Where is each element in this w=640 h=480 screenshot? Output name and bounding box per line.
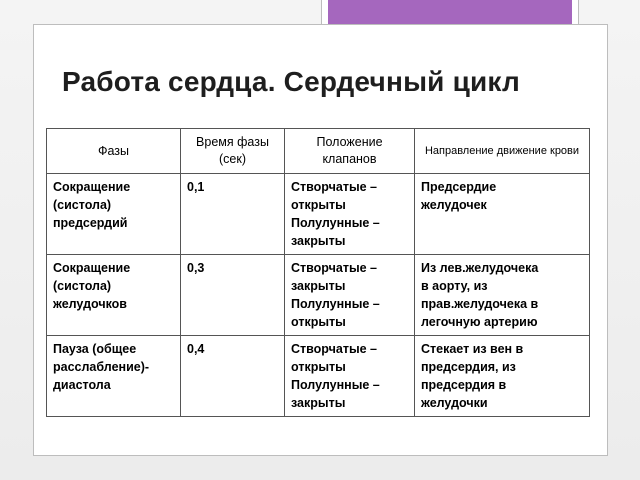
heart-cycle-table bbox=[46, 128, 590, 417]
header-line: клапанов bbox=[322, 152, 377, 166]
cell-line: Из лев.желудочека bbox=[421, 261, 539, 275]
cell-line: Сокращение bbox=[53, 261, 131, 275]
header-blood-flow bbox=[415, 129, 590, 174]
cell-line: желудочков bbox=[53, 297, 127, 311]
cell-phase bbox=[47, 174, 181, 255]
header-line: Направление движение bbox=[424, 144, 547, 157]
cell-line: желудочек bbox=[421, 198, 487, 212]
cell-line: закрыты bbox=[291, 234, 346, 248]
cell-line: Сокращение bbox=[53, 180, 131, 194]
cell-line: предсердия в bbox=[421, 378, 507, 392]
cell-line: предсердия, из bbox=[421, 360, 516, 374]
header-line: крови bbox=[550, 144, 580, 157]
cell-flow bbox=[415, 336, 590, 417]
cell-line: Створчатые – bbox=[291, 261, 378, 275]
cell-line: предсердий bbox=[53, 216, 128, 230]
cell-line: Полулунные – bbox=[291, 297, 380, 311]
cell-line: закрыты bbox=[291, 279, 346, 293]
cell-valves bbox=[285, 336, 415, 417]
header-valve-position bbox=[285, 129, 415, 174]
cell-line: открыты bbox=[291, 198, 346, 212]
cell-flow bbox=[415, 174, 590, 255]
header-phase-time bbox=[181, 129, 285, 174]
cell-phase bbox=[47, 336, 181, 417]
cell-line: прав.желудочека в bbox=[421, 297, 539, 311]
cell-line: закрыты bbox=[291, 396, 346, 410]
cell-line: Предсердие bbox=[421, 180, 497, 194]
cell-line: диастола bbox=[53, 378, 111, 392]
cell-line: легочную артерию bbox=[421, 315, 538, 329]
cell-line: открыты bbox=[291, 360, 346, 374]
cell-phase bbox=[47, 255, 181, 336]
cell-line: Пауза (общее bbox=[53, 342, 137, 356]
cell-flow bbox=[415, 255, 590, 336]
header-line: Положение bbox=[316, 135, 383, 149]
cell-valves bbox=[285, 255, 415, 336]
cell-line: в аорту, из bbox=[421, 279, 488, 293]
cell-line: (систола) bbox=[53, 198, 112, 212]
cell-line: Створчатые – bbox=[291, 180, 378, 194]
cell-line: открыты bbox=[291, 315, 346, 329]
header-phases bbox=[47, 129, 181, 174]
table-row bbox=[47, 174, 590, 255]
header-line: Время фазы bbox=[196, 135, 269, 149]
cell-line: расслабление)- bbox=[53, 360, 150, 374]
table-header-row bbox=[47, 129, 590, 174]
cell-line: Полулунные – bbox=[291, 378, 380, 392]
cell-line: 0,4 bbox=[187, 342, 205, 356]
cell-line: Стекает из вен в bbox=[421, 342, 524, 356]
cell-line: Полулунные – bbox=[291, 216, 380, 230]
cell-time bbox=[181, 255, 285, 336]
table-row bbox=[47, 336, 590, 417]
cell-line: (систола) bbox=[53, 279, 112, 293]
table-row bbox=[47, 255, 590, 336]
cell-time bbox=[181, 336, 285, 417]
cell-line: 0,3 bbox=[187, 261, 205, 275]
cell-line: 0,1 bbox=[187, 180, 205, 194]
header-line: Фазы bbox=[97, 143, 130, 158]
header-line: (сек) bbox=[219, 152, 246, 166]
cell-valves bbox=[285, 174, 415, 255]
cell-line: Створчатые – bbox=[291, 342, 378, 356]
slide-title: Работа сердца. Сердечный цикл bbox=[62, 66, 520, 97]
cell-line: желудочки bbox=[421, 396, 488, 410]
cell-time bbox=[181, 174, 285, 255]
